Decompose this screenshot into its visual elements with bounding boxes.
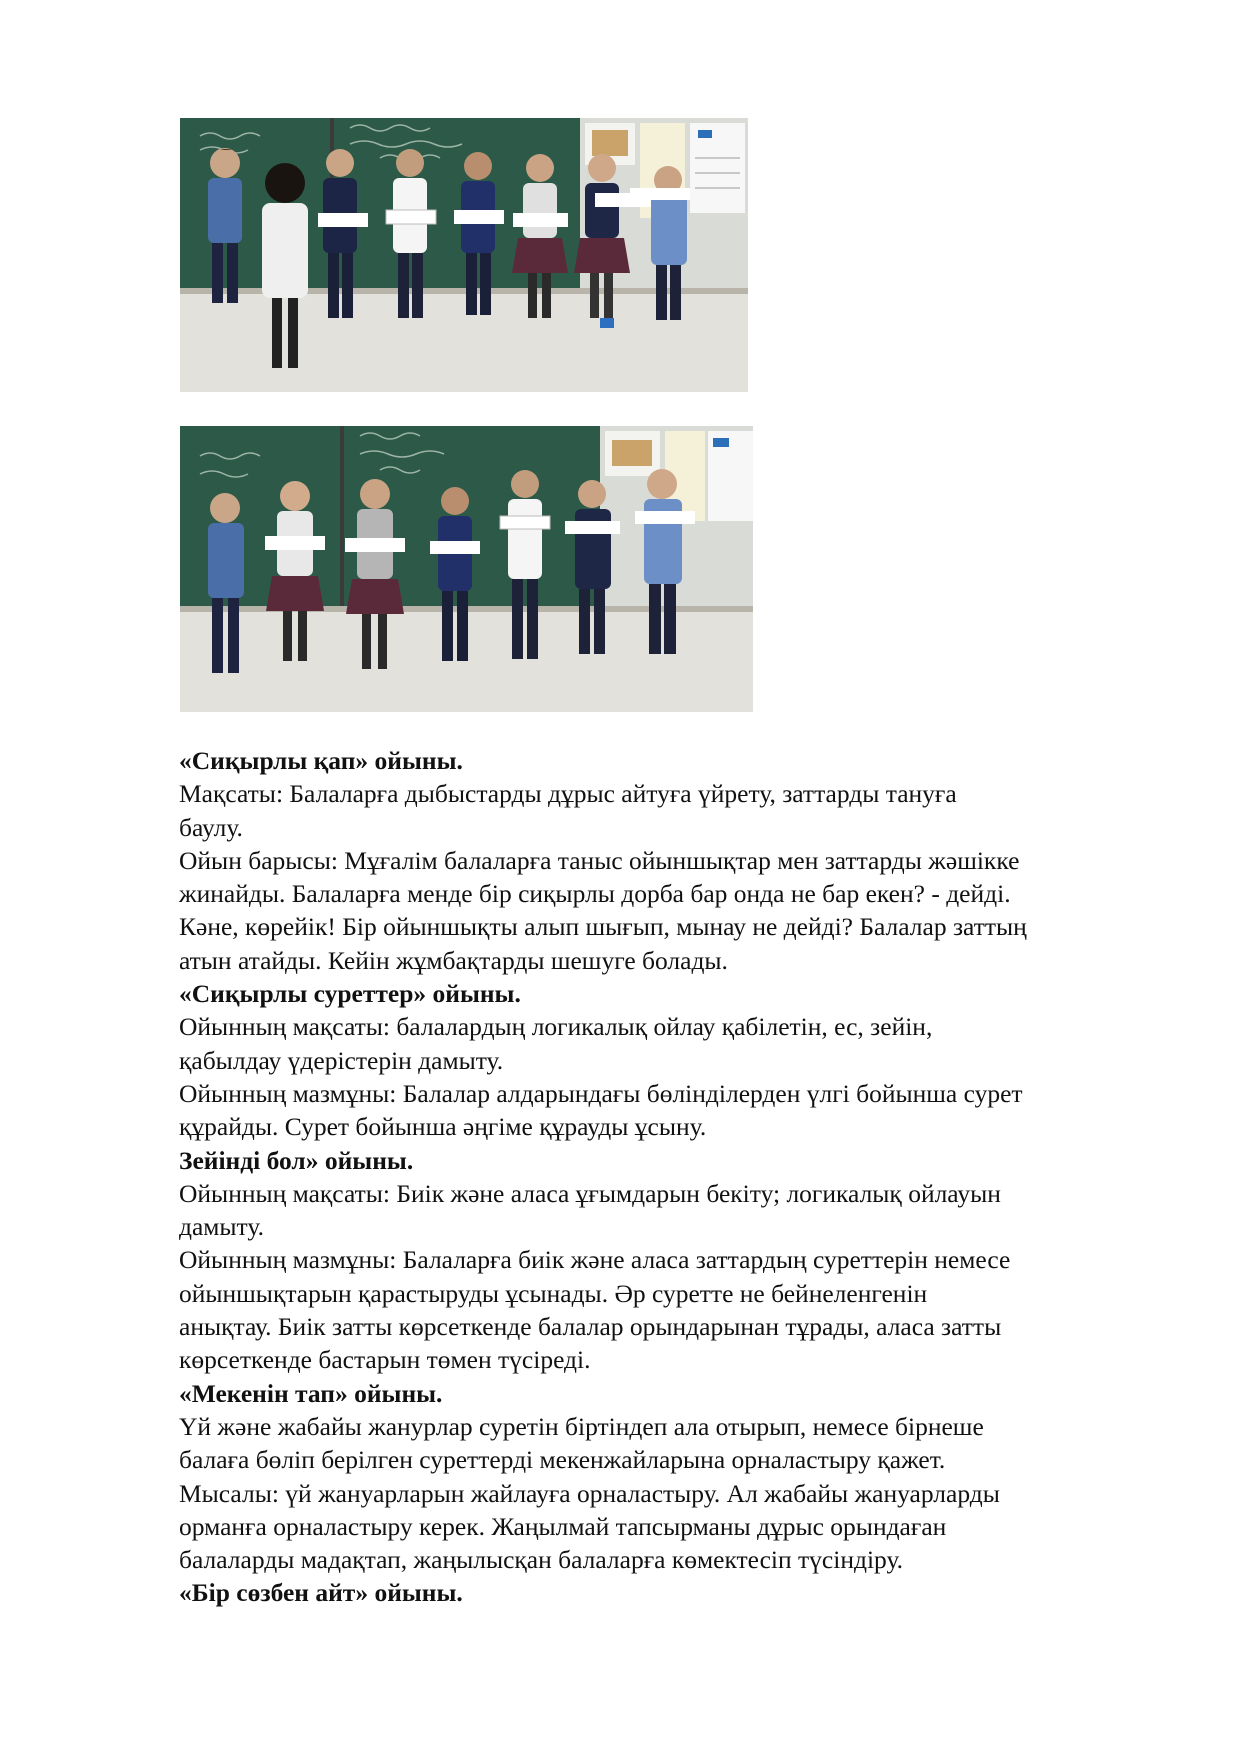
section-heading: «Сиқырлы суреттер» ойыны. (179, 979, 521, 1009)
paragraph-line: Мысалы: үй жануарларын жайлауға орналастыру. Ал жабайы жануарларды (179, 1478, 1000, 1508)
paragraph-line: Ойын барысы: Мұғалім балаларға таныс ойыншықтар мен заттарды жәшікке (179, 845, 1020, 875)
classroom-photo-children-group-2 (180, 426, 753, 712)
paragraph-line: атын атайды. Кейін жұмбақтарды шешуге болады. (179, 945, 728, 975)
document-body-text (179, 744, 1169, 1610)
paragraph-line: анықтау. Биік затты көрсеткенде балалар орындарынан тұрады, аласа затты (179, 1312, 1002, 1342)
section-heading: «Мекенін тап» ойыны. (179, 1378, 443, 1408)
paragraph-line: Ойынның мазмұны: Балаларға биік және аласа заттардың суреттерін немесе (179, 1245, 1011, 1275)
paragraph-line: көрсеткенде бастарын төмен түсіреді. (179, 1345, 591, 1375)
paragraph-line: құрайды. Сурет бойынша әңгіме құрауды ұсыну. (179, 1112, 707, 1142)
paragraph-line: жинайды. Балаларға менде бір сиқырлы дорба бар онда не бар екен? - дейді. (179, 879, 1011, 909)
paragraph-line: баулу. (179, 812, 243, 842)
paragraph-line: балаларды мадақтап, жаңылысқан балаларға көмектесіп түсіндіру. (179, 1545, 904, 1575)
section-heading: Зейінді бол» ойыны. (179, 1145, 414, 1175)
section-heading: «Сиқырлы қап» ойыны. (179, 746, 463, 775)
paragraph-line: қабылдау үдерістерін дамыту. (179, 1045, 504, 1075)
paragraph-line: Мақсаты: Балаларға дыбыстарды дұрыс айтуға үйрету, заттарды тануға (179, 779, 957, 809)
paragraph-line: Ойынның мақсаты: Биік және аласа ұғымдарын бекіту; логикалық ойлауын (179, 1178, 1001, 1208)
paragraph-line: Ойынның мазмұны: Балалар алдарындағы бөлінділерден үлгі бойынша сурет (179, 1078, 1023, 1108)
paragraph-line: Ойынның мақсаты: балалардың логикалық ойлау қабілетін, ес, зейін, (179, 1012, 933, 1042)
paragraph-line: ойыншықтарын қарастыруды ұсынады. Әр суретте не бейнеленгенін (179, 1278, 928, 1308)
classroom-photo-children-group-1 (180, 118, 748, 392)
paragraph-line: Үй және жабайы жанурлар суретін біртіндеп ала отырып, немесе бірнеше (179, 1411, 984, 1441)
paragraph-line: дамыту. (179, 1212, 264, 1242)
paragraph-line: балаға бөліп берілген суреттерді мекенжайларына орналастыру қажет. (179, 1445, 946, 1475)
paragraph-line: орманға орналастыру керек. Жаңылмай тапсырманы дұрыс орындаған (179, 1511, 947, 1541)
paragraph-line: Кәне, көрейік! Бір ойыншықты алып шығып, мынау не дейді? Балалар заттың (179, 912, 1027, 942)
section-heading: «Бір сөзбен айт» ойыны. (179, 1578, 463, 1608)
